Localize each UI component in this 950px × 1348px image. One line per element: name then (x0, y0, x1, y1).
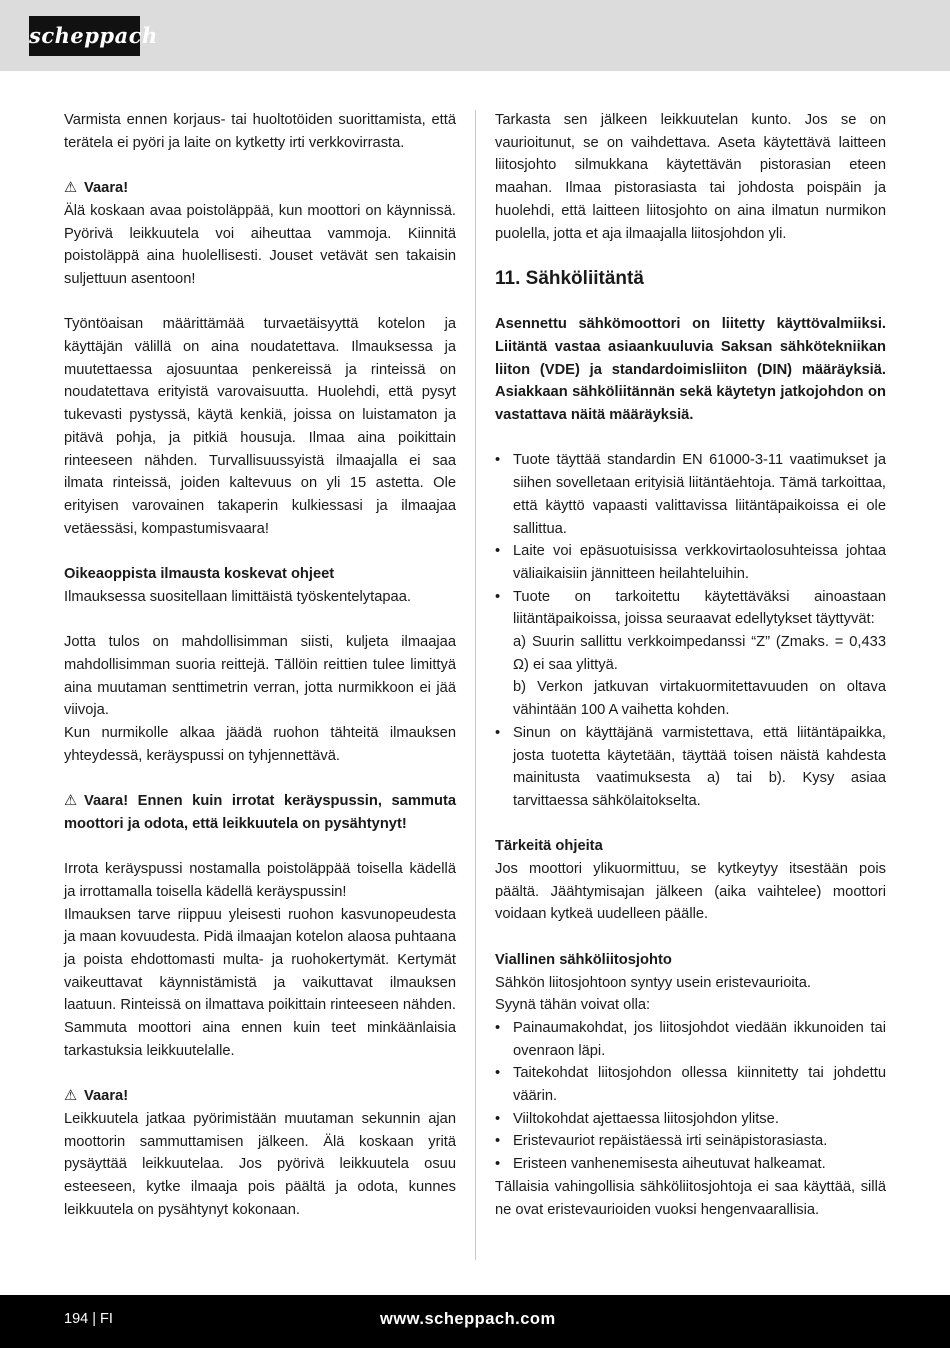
paragraph: Syynä tähän voivat olla: (495, 997, 651, 1014)
paragraph: Ilmauksen tarve riippuu yleisesti ruohon kasvunopeudesta ja maan kovuudesta. Pidä ilmaajan kotelon alaosa puhtaana ja poista ehdottomasti multa- ja ruohokertymät. Kertymät vaikeuttavat käynnistämistä ja vaikuttavat ilmauksen laatuun. Rinteissä on ilmattava poikittain rinteeseen nähden. Sammuta moottori aina ennen kuin teet minkäänlaisia tarkastuksia leikkuutelalle. (64, 906, 456, 1059)
website-link[interactable]: www.scheppach.com (380, 1310, 556, 1328)
list-item: • Tuote täyttää standardin EN 61000-3-11 vaatimukset ja siihen sovelletaan erityisiä liitäntäehtoja. Tämä tarkoittaa, että käyttö vapaasti valittavissa liitäntäpaikoissa ei ole sallittua. (495, 449, 886, 540)
scheppach-logo: scheppach (29, 16, 140, 56)
subheading: Oikeaoppista ilmausta koskevat ohjeet (64, 566, 335, 583)
paragraph: Irrota keräyspussi nostamalla poistoläppää toisella kädellä ja irrottamalla toisella kädellä keräyspussin! (64, 861, 456, 900)
section-title: 11. Sähköliitäntä (495, 268, 644, 290)
paragraph: Työntöaisan määrittämää turvaetäisyyttä kotelon ja käyttäjän välillä on aina noudatettava. Ilmauksessa ja muutettaessa ajosuuntaa penkereissä ja rinteissä on noudatettava erityistä varovaisuutta. Huolehdi, että pysyt tukevasti pystyssä, käytä kenkiä, joissa on luistamaton ja pitävä pohja, ja pitkiä housuja. Ilmaa aina poikittain rinteeseen nähden. Turvallisuussyistä ilmaajalla ei saa ilmata rinteissä, joiden kaltevuus on yli 15 astetta. Ole erityisen varovainen takaperin kulkiessasi ja ilmaajaa vetäessäsi, kompastumisvaara! (64, 316, 456, 537)
paragraph: Ilmauksessa suositellaan limittäistä työskentelytapaa. (64, 588, 411, 605)
column-divider (475, 110, 476, 1260)
sub-item-a: a) Suurin sallittu verkkoimpedanssi “Z” (Zmaks. = 0,433 Ω) ei saa ylittyä. (513, 634, 886, 673)
warning-text: Älä koskaan avaa poistoläppää, kun moottori on käynnissä. Pyörivä leikkuutela voi aiheuttaa vammoja. Kiinnitä poistoläppä aina huolellisesti. Jouset vetävät sen takaisin suljettuun asentoon! (64, 202, 456, 287)
warning-triangle-icon: ⚠ (64, 793, 78, 810)
paragraph: Sähkön liitosjohtoon syntyy usein eristevaurioita. (495, 974, 811, 991)
subheading: Viallinen sähköliitosjohto (495, 951, 672, 968)
damage-causes-list (495, 1017, 886, 1176)
warning-triangle-icon: ⚠ (64, 1088, 78, 1105)
list-item: • Eristeen vanhenemisesta aiheutuvat halkeamat. (495, 1153, 886, 1176)
list-item: • Tuote on tarkoitettu käytettäväksi ainoastaan liitäntäpaikoissa, joissa seuraavat edellytykset täyttyvät: (495, 586, 886, 631)
list-item: • Sinun on käyttäjänä varmistettava, että liitäntäpaikka, josta tuotetta käytetään, täyttää toisen näistä kahdesta mainitusta vaatimuksesta a) tai b). Kysy asiaa tarvittaessa sähkölaitokselta. (495, 722, 886, 813)
warning-text: Leikkuutela jatkaa pyörimistään muutaman sekunnin ajan moottorin sammuttamisen jälkeen. Älä koskaan yritä pysäyttää leikkuutelaa. Jos pyörivä leikkuutela osuu esteeseen, kytke ilmaaja pois päältä ja odota, kunnes leikkuutela on pysähtynyt kokonaan. (64, 1110, 456, 1218)
page-number: 194 | FI (64, 1311, 113, 1327)
bold-intro: Asennettu sähkömoottori on liitetty käyttövalmiiksi. Liitäntä vastaa asiaankuuluvia Saksan sähkötekniikan liiton (VDE) ja standardoimisliiton (DIN) määräyksiä. Asiakkaan sähköliitännän sekä käytetyn jatkojohdon on vastattava näitä määräyksiä. (495, 316, 886, 424)
warning-heading: ⚠ Vaara! (64, 1085, 456, 1108)
list-item: • Eristevauriot repäistäessä irti seinäpistorasiasta. (495, 1130, 886, 1153)
list-item: • Painaumakohdat, jos liitosjohdot viedään ikkunoiden tai ovenraon läpi. (495, 1017, 886, 1062)
paragraph: Tällaisia vahingollisia sähköliitosjohtoja ei saa käyttää, sillä ne ovat eristevaurioiden vuoksi hengenvaarallisia. (495, 1178, 886, 1218)
warning-heading: ⚠ Vaara! (64, 177, 456, 200)
paragraph: Varmista ennen korjaus- tai huoltotöiden suorittamista, että terätela ei pyöri ja laite on kytketty irti verkkovirrasta. (64, 112, 456, 151)
page-header (0, 0, 950, 71)
subheading: Tärkeitä ohjeita (495, 838, 603, 855)
warning-triangle-icon: ⚠ (64, 180, 78, 197)
sub-item-b: b) Verkon jatkuvan virtakuormitettavuuden on oltava vähintään 100 A vaihetta kohden. (513, 679, 886, 719)
list-item: • Viiltokohdat ajettaessa liitosjohdon ylitse. (495, 1108, 886, 1131)
list-item: • Taitekohdat liitosjohdon ollessa kiinnitetty tai johdettu väärin. (495, 1062, 886, 1107)
warning-bold: ⚠ Vaara! Ennen kuin irrotat keräyspussin, sammuta moottori ja odota, että leikkuutela on pysähtynyt! (64, 790, 456, 835)
right-column (495, 109, 886, 1221)
paragraph: Jos moottori ylikuormittuu, se kytkeytyy itsestään pois päältä. Jäähtymisajan jälkeen (aika vaihtelee) moottori voidaan kytkeä uudelleen päälle. (495, 861, 886, 923)
list-item: • Laite voi epäsuotuisissa verkkovirtaolosuhteissa johtaa väliaikaisiin jännitteen heilahteluihin. (495, 540, 886, 585)
paragraph: Tarkasta sen jälkeen leikkuutelan kunto. Jos se on vaurioitunut, se on vaihdettava. Aseta käytettävä laitteen liitosjohto silmukkana käytettävän pistorasian eteen maahan. Ilmaa pistorasiasta tai johdosta poispäin ja huolehdi, että laitteen liitosjohto on aina ilmatun nurmikon puolella, jotta et aja ilmaajalla liitosjohdon yli. (495, 112, 886, 242)
left-column (64, 109, 456, 1221)
page-footer (0, 1295, 950, 1348)
paragraph: Kun nurmikolle alkaa jäädä ruohon tähteitä ilmauksen yhteydessä, keräyspussi on tyhjennettävä. (64, 724, 456, 764)
requirements-list (495, 449, 886, 631)
paragraph: Jotta tulos on mahdollisimman siisti, kuljeta ilmaajaa mahdollisimman suoria reittejä. Tällöin reittien tulee limittyä aina muutaman senttimetrin verran, jotta nurmikkoon ei jää viivoja. (64, 634, 456, 719)
